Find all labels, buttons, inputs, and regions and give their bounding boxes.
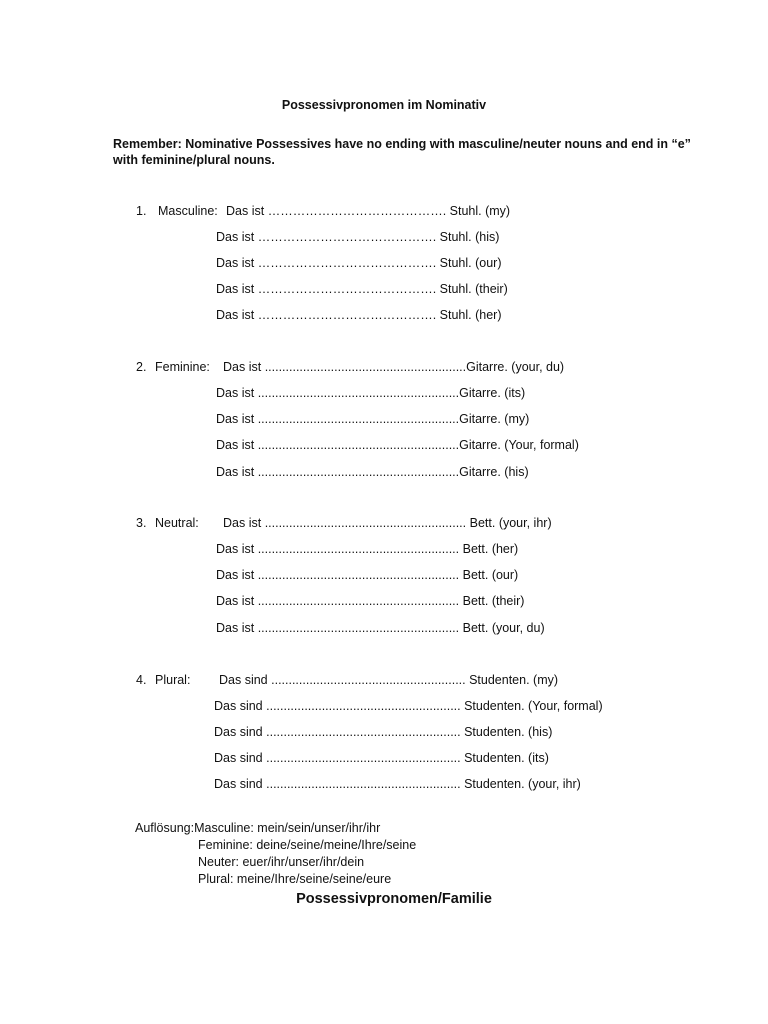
section-label: Neutral: [155,516,199,530]
answer-blank: .......................................................... [257,412,460,426]
answer-blank: ……………………………………. [257,308,437,322]
answer-blank: ……………………………………. [257,230,437,244]
row-lead: Das ist [216,568,255,582]
answer-blank: ........................................................ [266,699,461,713]
row-hint: (our) [491,568,519,582]
row-noun: Studenten. [464,751,525,765]
row-noun: Gitarre. [459,386,501,400]
answer-blank: .......................................................... [257,465,460,479]
answer-blank: ……………………………………. [257,282,437,296]
row-noun: Gitarre. [459,412,501,426]
row-lead: Das ist [216,308,255,322]
row-lead: Das sind [214,725,263,739]
row-lead: Das ist [216,282,255,296]
exercise-row [136,516,552,530]
row-noun: Gitarre. [466,360,508,374]
exercise-row [214,777,581,791]
row-lead: Das ist [216,542,255,556]
answer-blank: .......................................................... [257,621,460,635]
answer-key-line: Masculine: mein/sein/unser/ihr/ihr [194,821,381,835]
row-hint: (Your, formal) [504,438,579,452]
answer-blank: ........................................................ [271,673,466,687]
section-label: Feminine: [155,360,210,374]
row-hint: (his) [475,230,500,244]
row-lead: Das ist [216,594,255,608]
row-hint: (Your, formal) [528,699,603,713]
row-hint: (my) [485,204,511,218]
exercise-row [216,542,518,556]
answer-key-line: Neuter: euer/ihr/unser/ihr/dein [198,855,365,869]
row-noun: Bett. [462,621,489,635]
answer-blank: .......................................................... [257,542,460,556]
exercise-row [216,282,508,296]
exercise-row [136,673,558,687]
row-noun: Bett. [462,568,489,582]
row-noun: Studenten. [464,777,525,791]
row-noun: Gitarre. [459,465,501,479]
exercise-row [136,204,510,218]
answer-blank: ……………………………………. [267,204,447,218]
section-label: Masculine: [158,204,218,218]
answer-key-line: Plural: meine/Ihre/seine/seine/eure [198,872,392,886]
exercise-row [216,386,525,400]
row-hint: (its) [504,386,526,400]
row-lead: Das sind [219,673,268,687]
row-lead: Das sind [214,777,263,791]
row-noun: Studenten. [464,699,525,713]
answer-blank: .......................................................... [264,516,467,530]
row-hint: (our) [475,256,502,270]
section-number: 3. [136,516,147,530]
row-lead: Das sind [214,699,263,713]
next-section-title: Possessivpronomen/Familie [296,891,492,907]
exercise-row [216,256,502,270]
exercise-row [136,360,564,374]
exercise-row [214,751,549,765]
answer-blank: .......................................................... [257,594,460,608]
answer-blank: ........................................................ [266,777,461,791]
row-hint: (your, ihr) [528,777,581,791]
row-lead: Das ist [223,360,262,374]
answer-key-line: Feminine: deine/seine/meine/Ihre/seine [198,838,417,852]
section-number: 2. [136,360,147,374]
row-hint: (her) [475,308,502,322]
remember-line-1: Remember: Nominative Possessives have no ending with masculine/neuter nouns and end in “e” [113,137,691,151]
row-lead: Das ist [216,412,255,426]
answer-blank: ……………………………………. [257,256,437,270]
row-lead: Das ist [226,204,265,218]
page-title: Possessivpronomen im Nominativ [281,98,487,112]
row-hint: (its) [528,751,549,765]
section-number: 1. [136,204,147,218]
exercise-row [216,308,502,322]
remember-line-2: with feminine/plural nouns. [113,153,275,167]
row-noun: Bett. [462,594,489,608]
exercise-row [216,230,499,244]
row-hint: (their) [491,594,525,608]
exercise-row [214,699,603,713]
row-hint: (his) [528,725,553,739]
row-hint: (his) [504,465,529,479]
row-lead: Das ist [216,465,255,479]
exercise-row [214,725,552,739]
answer-blank: ........................................................ [266,751,461,765]
answer-key-label: Auflösung: [135,821,195,835]
exercise-row [216,412,529,426]
row-lead: Das ist [216,438,255,452]
answer-blank: .......................................................... [257,568,460,582]
row-noun: Stuhl. [449,204,482,218]
row-hint: (your, ihr) [498,516,552,530]
row-noun: Stuhl. [439,230,472,244]
exercise-row [216,621,545,635]
answer-key [135,820,380,837]
row-lead: Das ist [223,516,262,530]
section-number: 4. [136,673,147,687]
exercise-row [216,594,524,608]
answer-blank: .......................................................... [257,386,460,400]
row-hint: (her) [491,542,519,556]
row-hint: (my) [533,673,559,687]
answer-blank: ........................................................ [266,725,461,739]
exercise-row [216,438,579,452]
row-hint: (their) [475,282,508,296]
row-noun: Stuhl. [439,282,472,296]
answer-blank: .......................................................... [264,360,467,374]
row-noun: Bett. [462,542,489,556]
row-lead: Das ist [216,386,255,400]
exercise-row [216,465,529,479]
row-noun: Studenten. [464,725,525,739]
row-lead: Das ist [216,256,255,270]
answer-blank: .......................................................... [257,438,460,452]
section-label: Plural: [155,673,191,687]
row-hint: (your, du) [491,621,545,635]
row-hint: (my) [504,412,530,426]
row-noun: Gitarre. [459,438,501,452]
row-noun: Stuhl. [439,256,472,270]
row-noun: Studenten. [469,673,530,687]
row-hint: (your, du) [511,360,565,374]
row-noun: Bett. [469,516,496,530]
row-lead: Das ist [216,621,255,635]
exercise-row [216,568,518,582]
row-lead: Das ist [216,230,255,244]
remember-note [113,136,691,168]
row-noun: Stuhl. [439,308,472,322]
row-lead: Das sind [214,751,263,765]
